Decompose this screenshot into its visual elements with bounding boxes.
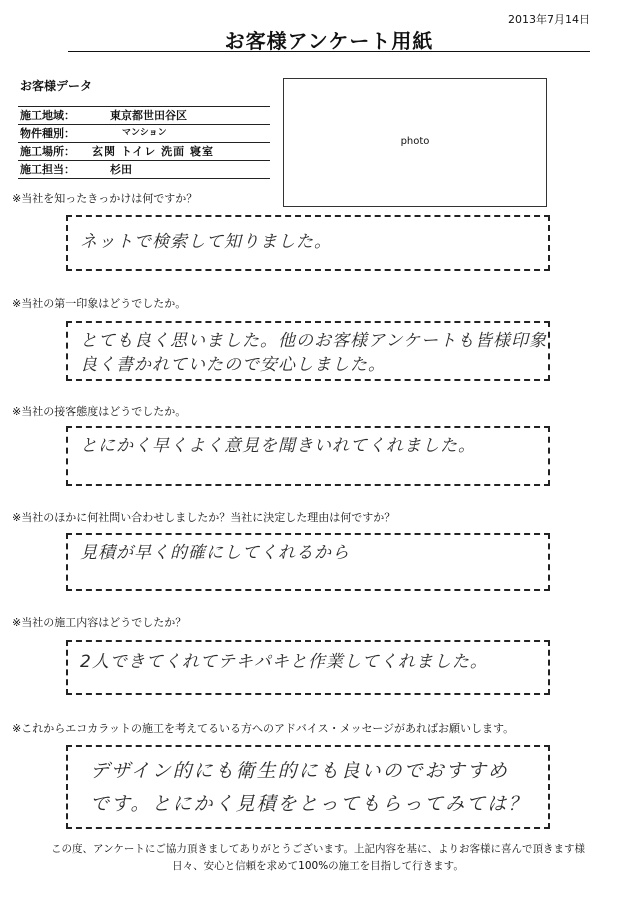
- footer-line: この度、アンケートにご協力頂きましてありがとうございます。上記内容を基に、よりお客様に喜んで頂きます様: [50, 843, 586, 855]
- answer-line: 見積が早く的確にしてくれるから: [80, 543, 350, 563]
- answer-line: ネットで検索して知りました。: [80, 232, 332, 252]
- answer-box-1: [66, 215, 550, 271]
- question-6: ※これからエコカラットの施工を考えてるいる方へのアドバイス・メッセージがあればお願いします。: [12, 722, 515, 735]
- photo-label: photo: [400, 136, 430, 147]
- answer-line: です。とにかく見積をとってもらってみては？: [90, 793, 530, 815]
- answer-line: とにかく早くよく意見を聞きいれてくれました。: [80, 436, 476, 456]
- question-3: ※当社の接客態度はどうでしたか。: [12, 405, 187, 418]
- data-label: 施工場所：: [20, 145, 75, 158]
- data-row-staff: [18, 161, 270, 179]
- customer-data-heading: お客様データ: [20, 79, 93, 93]
- data-label: 施工担当：: [20, 163, 75, 176]
- photo-box: [283, 78, 547, 207]
- form-title: お客様アンケート用紙: [224, 29, 434, 53]
- data-label: 物件種別：: [20, 127, 75, 140]
- footer-message: [0, 841, 636, 875]
- answer-box-5: [66, 640, 550, 695]
- answer-line: 良く書かれていたので安心しました。: [80, 355, 386, 375]
- answer-line: とても良く思いました。他のお客様アンケートも皆様印象: [80, 331, 547, 351]
- customer-data-table: [18, 106, 270, 179]
- answer-box-4: [66, 533, 550, 591]
- question-5: ※当社の施工内容はどうでしたか？: [12, 616, 187, 629]
- form-date: 2013年7月14日: [508, 13, 590, 26]
- title-underline: [68, 51, 590, 52]
- data-value: 杉田: [110, 163, 132, 176]
- data-value: マンション: [122, 128, 167, 138]
- question-2: ※当社の第一印象はどうでしたか。: [12, 297, 187, 310]
- data-label: 施工地域：: [20, 109, 75, 122]
- answer-line: 2人できてくれてテキパキと作業してくれました。: [80, 652, 488, 672]
- answer-line: デザイン的にも衛生的にも良いのでおすすめ: [90, 760, 509, 782]
- footer-line: 日々、安心と信頼を求めて100%の施工を目指して行きます。: [172, 860, 464, 872]
- data-row-location: [18, 143, 270, 161]
- answer-box-2: [66, 321, 550, 381]
- data-row-area: [18, 107, 270, 125]
- answer-box-3: [66, 426, 550, 486]
- data-value: 玄関 トイレ 洗面 寝室: [92, 145, 214, 158]
- question-1: ※当社を知ったきっかけは何ですか？: [12, 192, 198, 205]
- question-4: ※当社のほかに何社問い合わせしましたか？当社に決定した理由は何ですか？: [12, 511, 396, 524]
- data-row-property-type: [18, 125, 270, 143]
- answer-box-6: [66, 745, 550, 829]
- data-value: 東京都世田谷区: [110, 109, 187, 122]
